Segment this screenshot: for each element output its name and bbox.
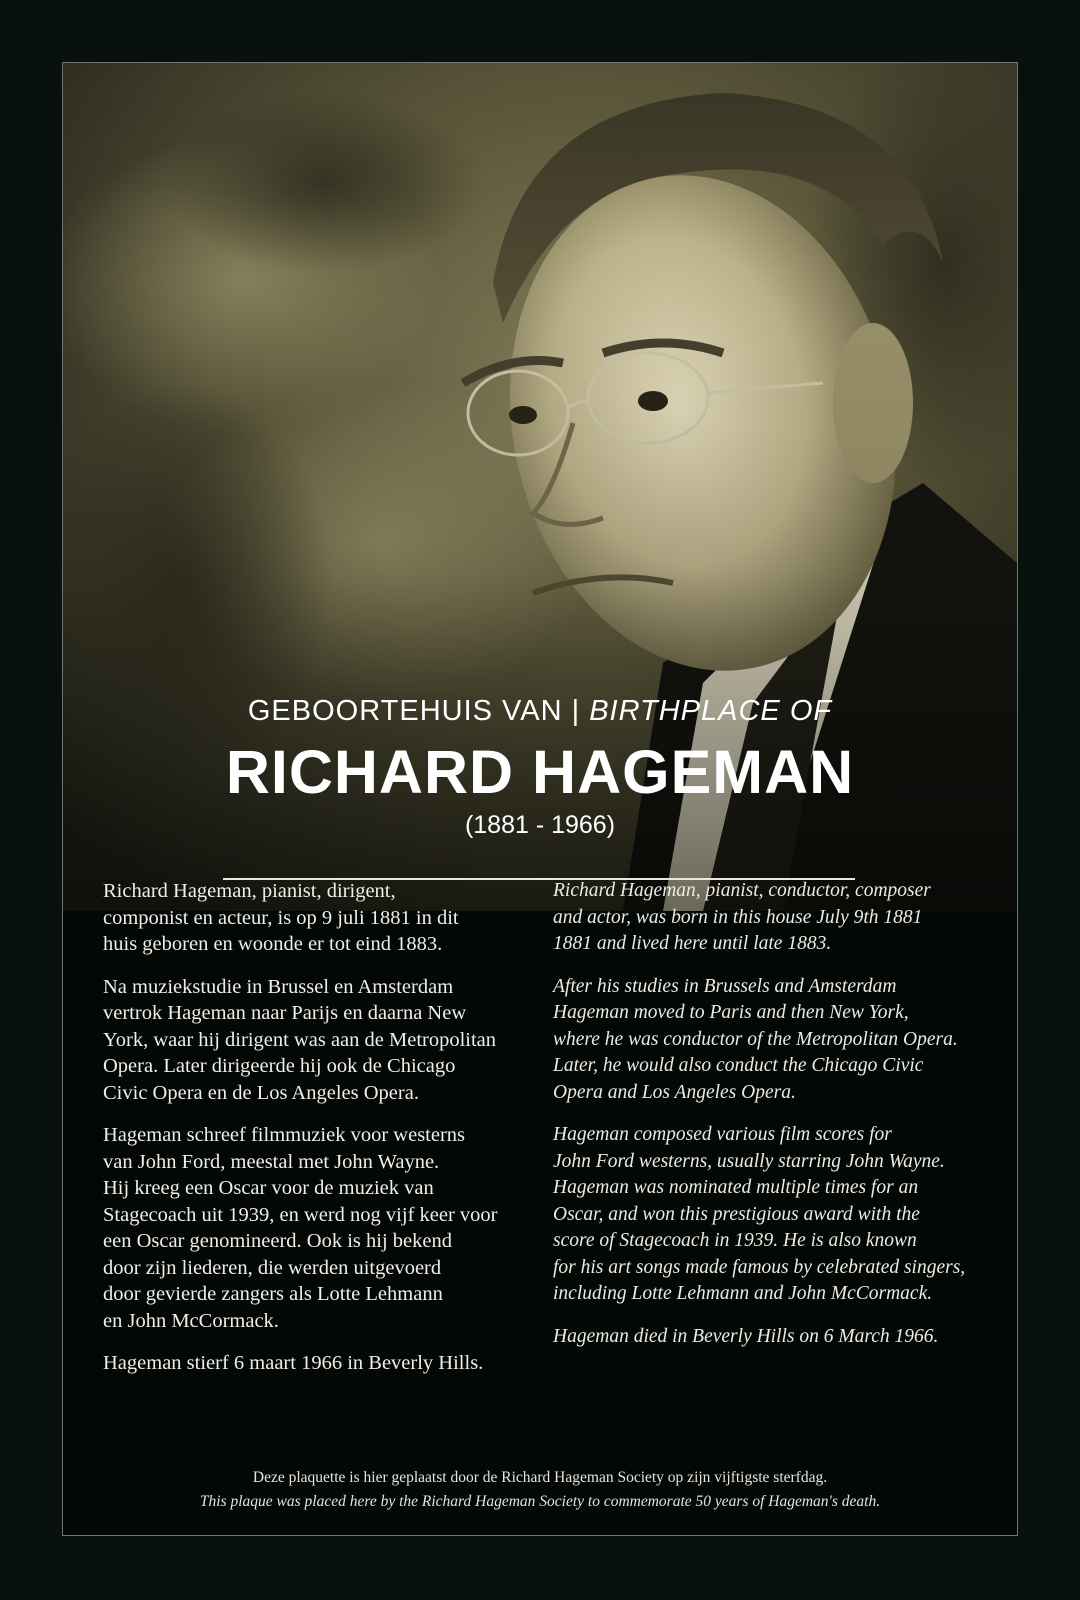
- english-paragraph: After his studies in Brussels and Amsterdam Hageman moved to Paris and then New York, where he was conductor of the Metropolitan Opera. Later, he would also conduct the Chicago Civic Opera and Los Angeles Opera.: [553, 975, 958, 1103]
- footer-dutch: Deze plaquette is hier geplaatst door de Richard Hageman Society op zijn vijftigste sterfdag.: [252, 1469, 828, 1486]
- kicker-dutch: GEBOORTEHUIS VAN: [247, 695, 563, 727]
- dutch-paragraph: Richard Hageman, pianist, dirigent, componist en acteur, is op 9 juli 1881 in dit huis geboren en woonde er tot eind 1883.: [103, 880, 459, 955]
- dutch-column: [103, 878, 523, 1393]
- kicker-line: [63, 693, 1017, 729]
- life-dates: (1881 - 1966): [464, 811, 616, 839]
- dutch-paragraph: Hageman schreef filmmuziek voor westerns van John Ford, meestal met John Wayne. Hij kreeg een Oscar voor de muziek van Stagecoach uit 1939, en werd nog vijf keer voor een Oscar genomineerd. Ook is hij bekend door zijn liederen, die werden uitgevoerd door gevierde zangers als Lotte Lehmann en John McCormack.: [103, 1124, 498, 1332]
- english-paragraph: Hageman composed various film scores for John Ford westerns, usually starring John Wayne. Hageman was nominated multiple times for an Oscar, and won this prestigious award with the score of Stagecoach in 1939. He is also known for his art songs made famous by celebrated singers, including Lotte Lehmann and John McCormack.: [553, 1124, 966, 1304]
- english-column: [553, 878, 973, 1366]
- plaque-heading: [63, 693, 1017, 841]
- kicker-separator: |: [571, 695, 581, 727]
- footer-english: This plaque was placed here by the Richard Hageman Society to commemorate 50 years of Hageman's death.: [199, 1493, 881, 1510]
- plaque-footer: [0, 1466, 1080, 1514]
- english-paragraph: Hageman died in Beverly Hills on 6 March 1966.: [553, 1325, 939, 1347]
- dutch-paragraph: Na muziekstudie in Brussel en Amsterdam vertrok Hageman naar Parijs en daarna New York, waar hij dirigent was aan de Metropolitan Opera. Later dirigeerde hij ook de Chicago Civic Opera en de Los Angeles Opera.: [103, 975, 497, 1104]
- subject-name: RICHARD HAGEMAN: [225, 738, 855, 806]
- english-paragraph: Richard Hageman, pianist, conductor, composer and actor, was born in this house July 9th 1881 1881 and lived here until late 1883.: [553, 880, 931, 954]
- dutch-paragraph: Hageman stierf 6 maart 1966 in Beverly Hills.: [103, 1352, 484, 1374]
- kicker-english: BIRTHPLACE OF: [589, 695, 833, 727]
